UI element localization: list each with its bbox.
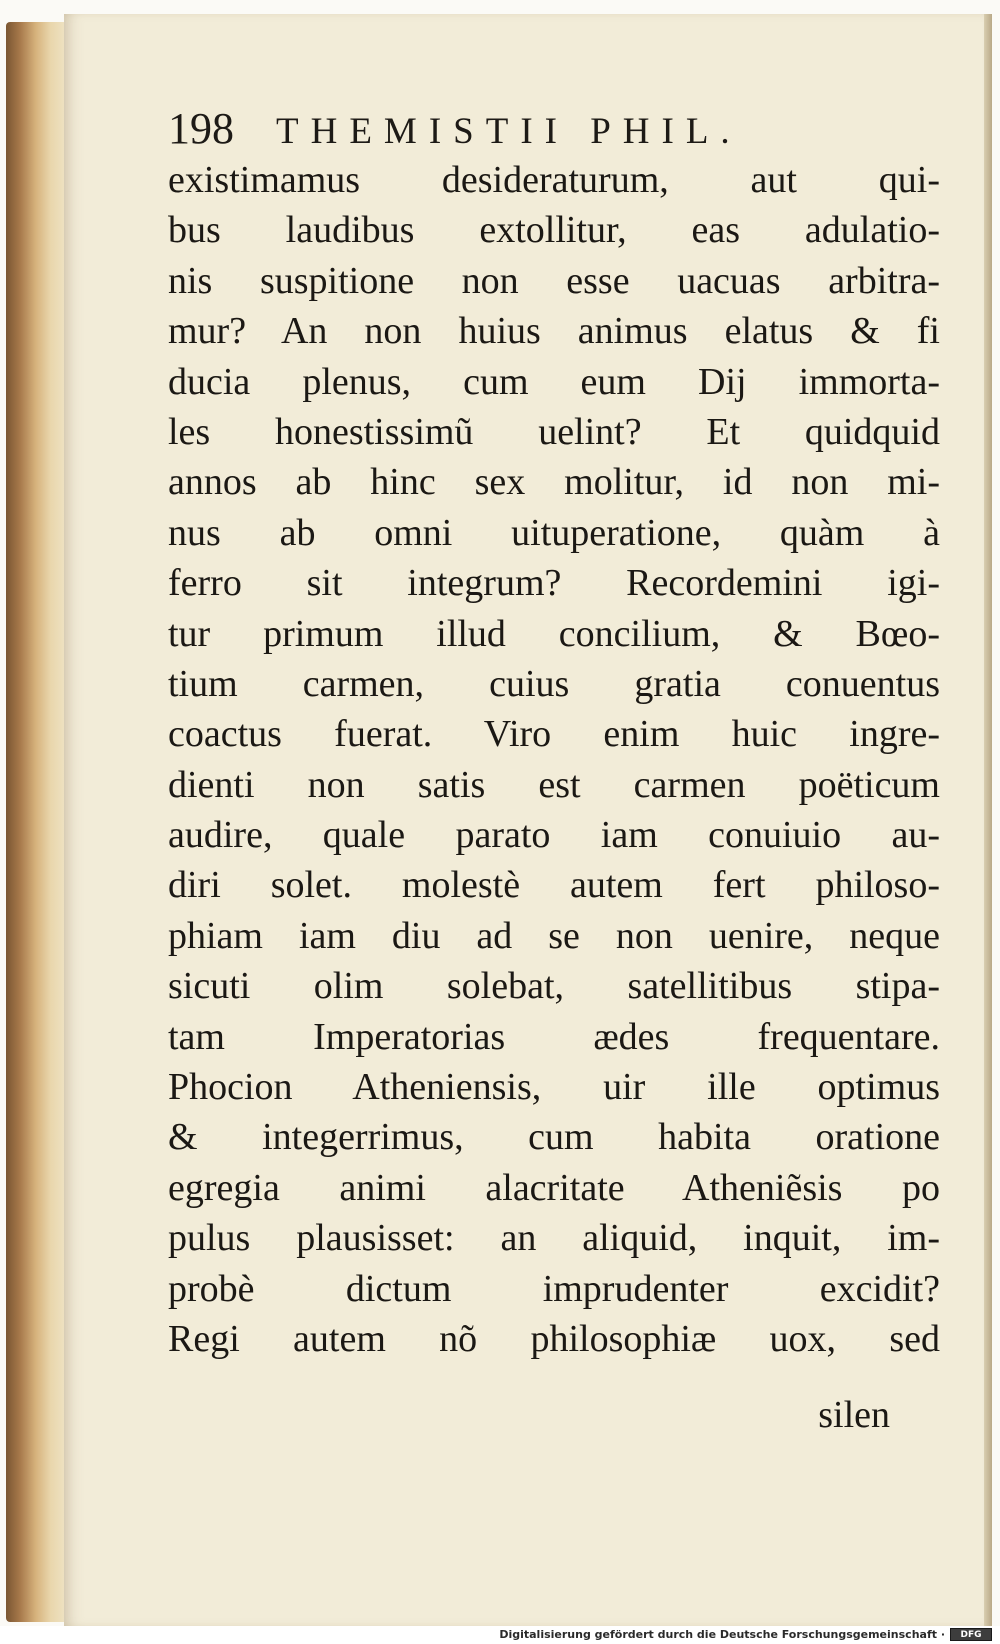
text-line: les honestissimũ uelint? Et quidquid	[168, 410, 940, 453]
text-line: coactus fuerat. Viro enim huic ingre-	[168, 713, 940, 756]
text-line: dienti non satis est carmen poëticum	[168, 763, 940, 806]
text-line: nus ab omni uituperatione, quàm à	[168, 511, 940, 554]
text-line: probè dictum imprudenter excidit?	[168, 1267, 940, 1310]
text-line: diri solet. molestè autem fert philoso-	[168, 864, 940, 907]
text-line: pulus plausisset: an aliquid, inquit, im-	[168, 1217, 940, 1260]
text-line: tam Imperatorias ædes frequentare.	[168, 1015, 940, 1058]
funding-credit: Digitalisierung gefördert durch die Deutsche Forschungsgemeinschaft ·	[499, 1628, 945, 1641]
text-line: sicuti olim solebat, satellitibus stipa-	[168, 965, 940, 1008]
text-line: annos ab hinc sex molitur, id non mi-	[168, 461, 940, 504]
text-line: tur primum illud concilium, & Bœo-	[168, 612, 940, 655]
catchword: silen	[818, 1394, 890, 1436]
text-line: egregia animi alacritate Atheniẽsis po	[168, 1166, 940, 1209]
page-gutter-shadow	[984, 14, 992, 1626]
book-fore-edge	[6, 22, 68, 1622]
text-line: tium carmen, cuius gratia conuentus	[168, 662, 940, 705]
text-line: mur? An non huius animus elatus & fi	[168, 310, 940, 353]
body-text	[168, 155, 940, 1364]
text-line: Phocion Atheniensis, uir ille optimus	[168, 1066, 940, 1109]
running-head	[168, 103, 742, 154]
text-line: ducia plenus, cum eum Dij immorta-	[168, 360, 940, 403]
text-line: Regi autem nõ philosophiæ uox, sed	[168, 1317, 940, 1360]
dfg-logo: DFG	[950, 1628, 992, 1641]
running-title: THEMISTII PHIL.	[276, 111, 742, 152]
text-line: audire, quale parato iam conuiuio au-	[168, 814, 940, 857]
text-line: bus laudibus extollitur, eas adulatio-	[168, 209, 940, 252]
text-line: nis suspitione non esse uacuas arbitra-	[168, 259, 940, 302]
text-line: existimamus desideraturum, aut qui-	[168, 159, 940, 201]
page-number: 198	[168, 104, 234, 153]
text-line: & integerrimus, cum habita oratione	[168, 1116, 940, 1159]
text-line: phiam iam diu ad se non uenire, neque	[168, 914, 940, 957]
text-line: ferro sit integrum? Recordemini igi-	[168, 562, 940, 605]
